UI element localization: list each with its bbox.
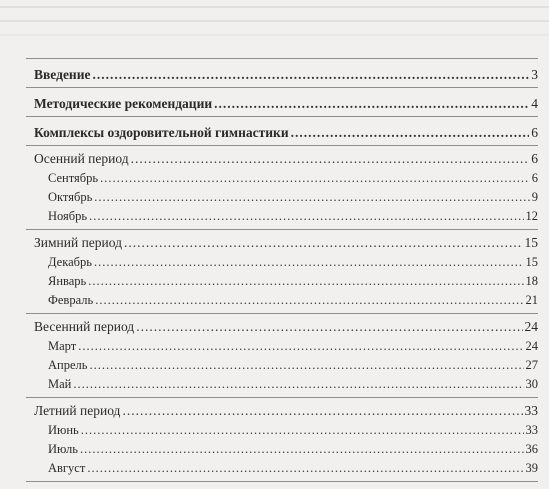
toc-period-entry[interactable] <box>26 401 538 421</box>
toc-section-winter <box>26 230 538 313</box>
toc-entry-gymnastics-complexes[interactable] <box>26 117 538 145</box>
toc-period-label: Весенний период <box>34 319 135 334</box>
toc-section-summer <box>26 398 538 481</box>
bleed-through-line <box>0 6 549 8</box>
toc-month-label: Апрель <box>48 358 88 372</box>
toc-month-entry[interactable] <box>26 375 538 394</box>
dot-leader <box>94 188 529 207</box>
toc-month-page: 24 <box>525 339 538 353</box>
toc-bottom-rule <box>26 481 538 482</box>
toc-period-page: 33 <box>524 403 538 418</box>
toc-period-page: 15 <box>524 235 538 250</box>
toc-month-entry[interactable] <box>26 253 538 272</box>
toc-month-label: Июнь <box>48 423 79 437</box>
dot-leader <box>214 91 529 116</box>
toc-month-entry[interactable] <box>26 188 538 207</box>
toc-entry-methodical-recommendations[interactable] <box>26 88 538 116</box>
dot-leader <box>88 272 523 291</box>
toc-entry-label: Комплексы оздоровительной гимнастики <box>34 125 289 140</box>
toc-section-autumn <box>26 146 538 229</box>
toc-month-entry[interactable] <box>26 421 538 440</box>
toc-period-page: 24 <box>524 319 538 334</box>
toc-month-page: 27 <box>525 358 538 372</box>
toc-month-entry[interactable] <box>26 459 538 478</box>
dot-leader <box>95 291 523 310</box>
toc-section-spring <box>26 314 538 397</box>
toc-month-entry[interactable] <box>26 356 538 375</box>
dot-leader <box>81 421 524 440</box>
toc-period-page: 6 <box>531 151 538 166</box>
toc-period-entry[interactable] <box>26 233 538 253</box>
toc-entry-label: Введение <box>34 67 91 82</box>
dot-leader <box>291 120 530 145</box>
toc-month-page: 36 <box>525 442 538 456</box>
dot-leader <box>124 233 522 253</box>
toc-month-entry[interactable] <box>26 272 538 291</box>
dot-leader <box>80 440 524 459</box>
toc-month-page: 15 <box>525 255 538 269</box>
toc-month-label: Август <box>48 461 86 475</box>
dot-leader <box>87 459 523 478</box>
toc-entry-introduction[interactable] <box>26 59 538 87</box>
toc-month-label: Декабрь <box>48 255 92 269</box>
dot-leader <box>122 401 522 421</box>
bleed-through-line <box>0 34 549 36</box>
toc-month-page: 12 <box>525 209 538 223</box>
dot-leader <box>78 337 523 356</box>
toc-month-entry[interactable] <box>26 291 538 310</box>
toc-period-label: Зимний период <box>34 235 123 250</box>
toc-month-label: Ноябрь <box>48 209 88 223</box>
toc-period-entry[interactable] <box>26 317 538 337</box>
toc-month-label: Январь <box>48 274 87 288</box>
dot-leader <box>94 253 524 272</box>
toc-month-entry[interactable] <box>26 207 538 226</box>
bleed-through-line <box>0 20 549 22</box>
toc-month-label: Май <box>48 377 72 391</box>
toc-period-entry[interactable] <box>26 149 538 169</box>
toc-month-label: Октябрь <box>48 190 93 204</box>
toc-period-label: Летний период <box>34 403 121 418</box>
toc-month-page: 21 <box>525 293 538 307</box>
toc-month-page: 9 <box>531 190 538 204</box>
toc-entry-page: 4 <box>531 96 538 111</box>
table-of-contents <box>26 58 538 482</box>
toc-entry-page: 3 <box>531 67 538 82</box>
toc-month-page: 33 <box>525 423 538 437</box>
dot-leader <box>73 375 523 394</box>
toc-month-page: 18 <box>525 274 538 288</box>
dot-leader <box>136 317 522 337</box>
dot-leader <box>131 149 530 169</box>
dot-leader <box>89 207 523 226</box>
toc-entry-label: Методические рекомендации <box>34 96 213 111</box>
dot-leader <box>89 356 523 375</box>
toc-month-entry[interactable] <box>26 440 538 459</box>
toc-month-entry[interactable] <box>26 337 538 356</box>
dot-leader <box>92 62 529 87</box>
toc-month-label: Февраль <box>48 293 94 307</box>
dot-leader <box>100 169 530 188</box>
toc-month-entry[interactable] <box>26 169 538 188</box>
toc-month-label: Сентябрь <box>48 171 99 185</box>
toc-month-page: 39 <box>525 461 538 475</box>
toc-month-page: 6 <box>531 171 538 185</box>
toc-month-label: Март <box>48 339 77 353</box>
toc-period-label: Осенний период <box>34 151 129 166</box>
toc-month-page: 30 <box>525 377 538 391</box>
toc-month-label: Июль <box>48 442 78 456</box>
toc-entry-page: 6 <box>531 125 538 140</box>
